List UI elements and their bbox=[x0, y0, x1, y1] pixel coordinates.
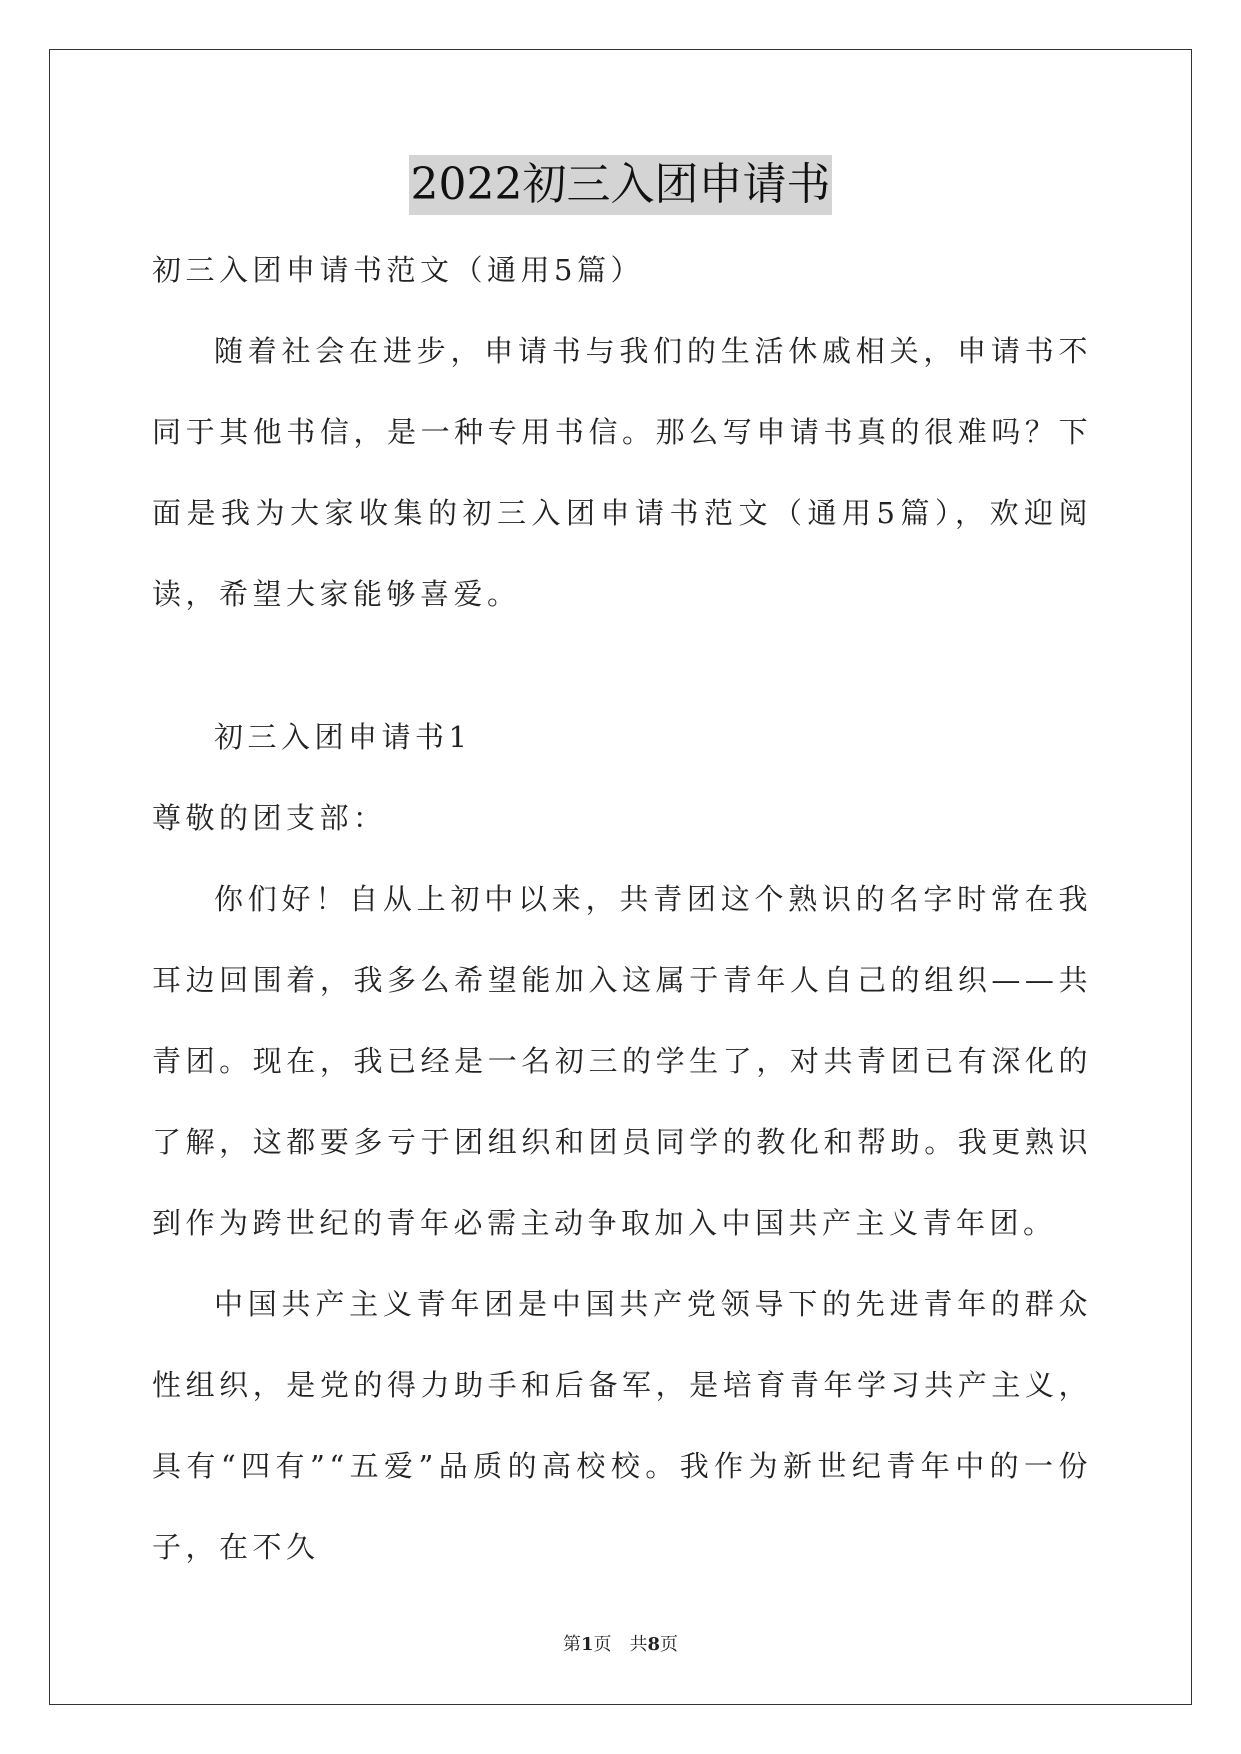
document-title: 2022初三入团申请书 bbox=[409, 155, 833, 215]
footer-current-page: 1 bbox=[580, 1634, 594, 1655]
body-paragraph-1: 你们好！自从上初中以来，共青团这个熟识的名字时常在我耳边回围着，我多么希望能加入这属于青年人自己的组织——共青团。现在，我已经是一名初三的学生了，对共青团已有深化的了解，这都要多亏于团组织和团员同学的教化和帮助。我更熟识到作为跨世纪的青年必需主动争取加入中国共产主义青年团。 bbox=[152, 882, 1092, 1240]
document-body bbox=[152, 230, 1092, 1588]
salutation: 尊敬的团支部： bbox=[152, 801, 387, 835]
page-footer bbox=[0, 1630, 1241, 1656]
section-heading: 初三入团申请书1 bbox=[214, 720, 472, 754]
section-spacer bbox=[152, 635, 1092, 697]
intro-paragraph: 随着社会在进步，申请书与我们的生活休戚相关，申请书不同于其他书信，是一种专用书信。那么写申请书真的很难吗？下面是我为大家收集的初三入团申请书范文（通用5篇），欢迎阅读，希望大家能够喜爱。 bbox=[152, 334, 1092, 611]
body-paragraph-2: 中国共产主义青年团是中国共产党领导下的先进青年的群众性组织，是党的得力助手和后备军，是培育青年学习共产主义，具有“四有”“五爱”品质的高校校。我作为新世纪青年中的一份子，在不久 bbox=[152, 1287, 1092, 1564]
footer-suffix: 页 bbox=[660, 1634, 679, 1655]
title-container bbox=[0, 155, 1241, 215]
footer-mid: 页 共 bbox=[593, 1634, 648, 1655]
footer-prefix: 第 bbox=[562, 1634, 581, 1655]
footer-total-pages: 8 bbox=[647, 1634, 661, 1655]
document-subtitle: 初三入团申请书范文（通用5篇） bbox=[152, 253, 644, 287]
